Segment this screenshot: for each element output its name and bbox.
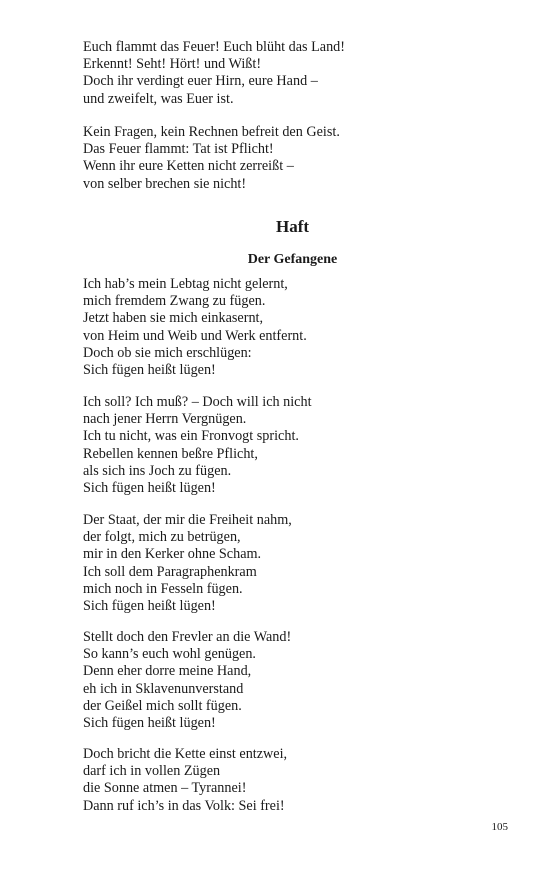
verse-line: Sich fügen heißt lügen! xyxy=(83,715,216,732)
verse-line: Jetzt haben sie mich einkasernt, xyxy=(83,310,264,327)
verse-line: So kann’s euch wohl genügen. xyxy=(83,646,256,663)
verse-line: mir in den Kerker ohne Scham. xyxy=(83,546,262,563)
verse-line: Doch ihr verdingt euer Hirn, eure Hand – xyxy=(83,73,318,90)
verse-line: die Sonne atmen – Tyrannei! xyxy=(83,780,247,797)
verse-line: Doch ob sie mich erschlügen: xyxy=(83,344,252,361)
verse-line: Sich fügen heißt lügen! xyxy=(83,598,216,615)
verse-line: Der Staat, der mir die Freiheit nahm, xyxy=(83,512,292,528)
verse-line: Euch flammt das Feuer! Euch blüht das Land! xyxy=(83,39,345,55)
verse-line: Das Feuer flammt: Tat ist Pflicht! xyxy=(83,141,274,158)
verse-line: Denn eher dorre meine Hand, xyxy=(83,663,252,680)
verse-line: Wenn ihr eure Ketten nicht zerreißt – xyxy=(83,158,294,175)
verse-line: Ich soll? Ich muß? – Doch will ich nicht xyxy=(83,394,312,410)
verse-line: Rebellen kennen beßre Pflicht, xyxy=(83,445,258,462)
verse-line: Dann ruf ich’s in das Volk: Sei frei! xyxy=(83,797,285,814)
stanza xyxy=(83,629,483,732)
verse-line: der folgt, mich zu betrügen, xyxy=(83,529,241,546)
verse-line: von Heim und Weib und Werk entfernt. xyxy=(83,327,307,344)
stanza xyxy=(83,124,483,193)
stanza xyxy=(83,276,483,379)
verse-line: Stellt doch den Frevler an die Wand! xyxy=(83,629,292,645)
stanza xyxy=(83,394,483,497)
verse-line: mich fremdem Zwang zu fügen. xyxy=(83,293,266,310)
verse-line: Ich hab’s mein Lebtag nicht gelernt, xyxy=(83,276,288,292)
verse-line: nach jener Herrn Vergnügen. xyxy=(83,411,247,428)
stanza xyxy=(83,746,483,815)
verse-line: darf ich in vollen Zügen xyxy=(83,763,221,780)
verse-line: und zweifelt, was Euer ist. xyxy=(83,90,234,107)
section-title: Haft xyxy=(275,217,310,236)
stanza xyxy=(83,512,483,615)
verse-line: Doch bricht die Kette einst entzwei, xyxy=(83,746,288,762)
verse-line: Erkennt! Seht! Hört! und Wißt! xyxy=(83,56,262,73)
verse-line: Ich soll dem Paragraphenkram xyxy=(83,563,257,580)
verse-line: Sich fügen heißt lügen! xyxy=(83,362,216,379)
stanza xyxy=(83,39,483,108)
verse-line: mich noch in Fesseln fügen. xyxy=(83,580,243,597)
verse-line: Kein Fragen, kein Rechnen befreit den Geist. xyxy=(83,124,340,140)
verse-line: eh ich in Sklavenunverstand xyxy=(83,680,244,697)
poem-title: Der Gefangene xyxy=(247,252,338,267)
verse-line: Ich tu nicht, was ein Fronvogt spricht. xyxy=(83,428,299,445)
page-number: 105 xyxy=(491,821,508,833)
verse-line: von selber brechen sie nicht! xyxy=(83,175,247,192)
verse-line: Sich fügen heißt lügen! xyxy=(83,480,216,497)
verse-line: der Geißel mich sollt fügen. xyxy=(83,697,242,714)
verse-line: als sich ins Joch zu fügen. xyxy=(83,462,232,479)
